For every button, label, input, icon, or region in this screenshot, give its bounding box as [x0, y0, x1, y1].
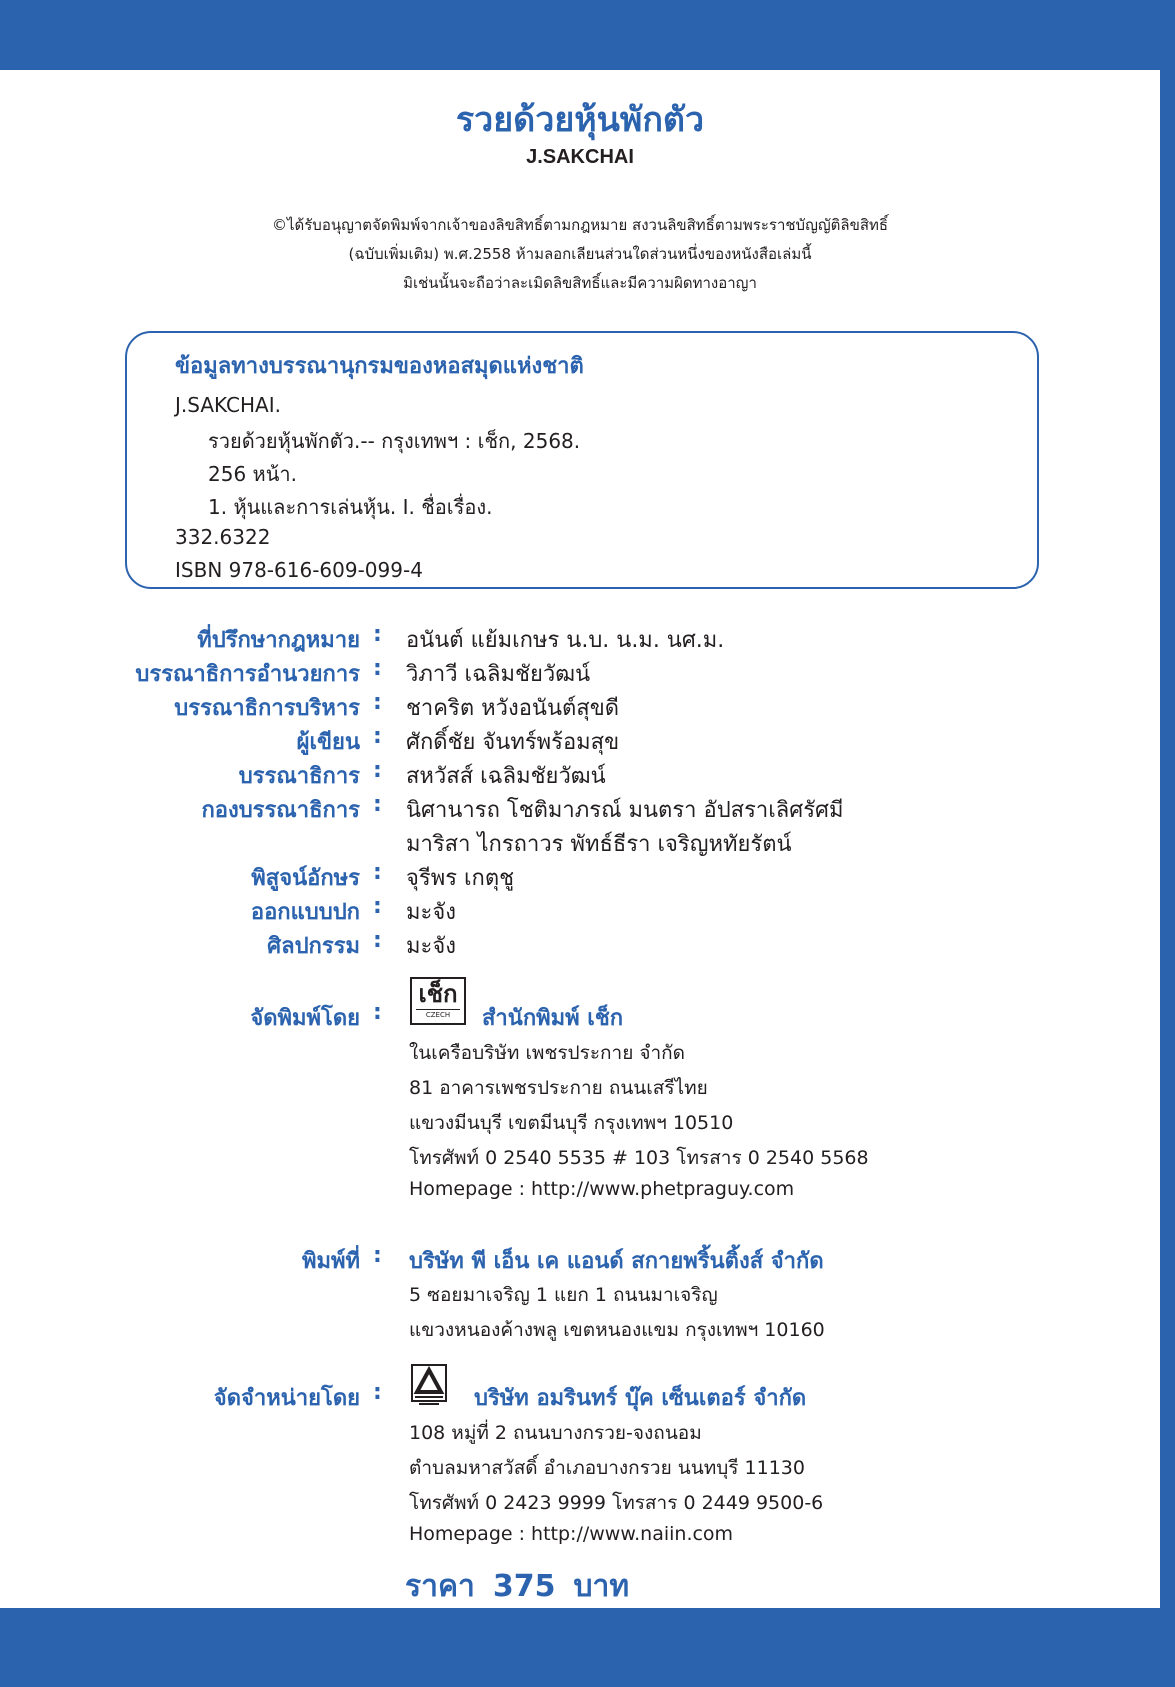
price-amount: 375: [492, 1569, 556, 1604]
price: [405, 1563, 647, 1610]
distributor-line: ตำบลมหาสวัสดิ์ อำเภอบางกรวย นนทบุรี 11130: [409, 1457, 805, 1479]
czech-logo-text: เช็ก: [418, 980, 458, 1008]
top-color-band: [0, 0, 1175, 70]
czech-logo: [410, 977, 466, 1025]
price-unit: บาท: [573, 1569, 630, 1604]
credit-row: [0, 894, 1160, 928]
right-color-band: [1160, 0, 1175, 1687]
distributor-label: จัดจำหน่ายโดย: [213, 1386, 360, 1411]
credit-row: [0, 860, 1160, 894]
distributor-name: บริษัท อมรินทร์ บุ๊ค เซ็นเตอร์ จำกัด: [474, 1386, 807, 1411]
cip-line: 332.6322: [175, 525, 271, 549]
credit-row: [0, 656, 1160, 690]
credit-colon: :: [373, 792, 382, 817]
distributor-line: 108 หมู่ที่ 2 ถนนบางกรวย-จงถนอม: [409, 1422, 702, 1444]
credit-row-continued: [0, 826, 1160, 860]
copyright-notice: [0, 211, 1160, 298]
credit-colon: :: [373, 656, 382, 681]
credit-row: [0, 690, 1160, 724]
credit-colon: :: [373, 928, 382, 953]
cip-line: 256 หน้า.: [208, 462, 297, 486]
publisher-homepage: Homepage : http://www.phetpraguy.com: [409, 1178, 795, 1200]
distributor-homepage: Homepage : http://www.naiin.com: [409, 1523, 734, 1545]
naiin-logo-icon: [411, 1364, 447, 1406]
credit-label: พิสูจน์อักษร: [251, 866, 360, 891]
cip-heading: ข้อมูลทางบรรณานุกรมของหอสมุดแห่งชาติ: [175, 354, 584, 379]
publisher-line: โทรศัพท์ 0 2540 5535 # 103 โทรสาร 0 2540 5568: [409, 1147, 869, 1169]
credit-value: ชาคริต หวังอนันต์สุขดี: [406, 696, 620, 721]
credit-value: มาริสา ไกรถาวร พัทธ์ธีรา เจริญหทัยรัตน์: [406, 832, 792, 857]
credit-label: ศิลปกรรม: [267, 934, 360, 959]
printer-label: พิมพ์ที่: [301, 1249, 360, 1274]
credit-row: [0, 622, 1160, 656]
publisher-line: ในเครือบริษัท เพชรประกาย จำกัด: [409, 1042, 686, 1064]
publisher-colon: :: [373, 1000, 382, 1025]
printer-name: บริษัท พี เอ็น เค แอนด์ สกายพริ้นติ้งส์ จำกัด: [409, 1249, 824, 1274]
credit-colon: :: [373, 724, 382, 749]
publisher-name: สำนักพิมพ์ เช็ก: [482, 1006, 624, 1031]
credit-row: [0, 792, 1160, 826]
cip-line: 1. หุ้นและการเล่นหุ้น. I. ชื่อเรื่อง.: [208, 495, 493, 519]
credit-label: บรรณาธิการบริหาร: [174, 696, 360, 721]
distributor-colon: :: [373, 1380, 382, 1405]
credit-label: ออกแบบปก: [250, 900, 360, 925]
credit-label: บรรณาธิการอำนวยการ: [135, 662, 360, 687]
credit-value: อนันต์ แย้มเกษร น.บ. น.ม. นศ.ม.: [406, 628, 725, 653]
distributor-line: โทรศัพท์ 0 2423 9999 โทรสาร 0 2449 9500-6: [409, 1492, 824, 1514]
credit-value: จุรีพร เกตุชู: [406, 866, 515, 891]
credit-value: นิศานารถ โชติมาภรณ์ มนตรา อัปสราเลิศรัศมี: [406, 798, 844, 823]
credit-row: [0, 724, 1160, 758]
credit-label: บรรณาธิการ: [238, 764, 360, 789]
cip-line: J.SAKCHAI.: [175, 393, 281, 417]
credit-label: ผู้เขียน: [296, 730, 360, 755]
copyright-line: ©ได้รับอนุญาตจัดพิมพ์จากเจ้าของลิขสิทธิ์ตามกฎหมาย สงวนลิขสิทธิ์ตามพระราชบัญญัติลิขสิทธิ์: [271, 216, 889, 234]
credit-row: [0, 928, 1160, 962]
price-label: ราคา: [405, 1569, 475, 1604]
credit-row: [0, 758, 1160, 792]
credit-value: ศักดิ์ชัย จันทร์พร้อมสุข: [406, 730, 620, 755]
credit-label: ที่ปรึกษากฎหมาย: [197, 628, 360, 653]
credit-colon: :: [373, 758, 382, 783]
credit-value: มะจัง: [406, 934, 456, 959]
credit-colon: :: [373, 894, 382, 919]
bottom-color-band: [0, 1608, 1175, 1687]
credit-colon: :: [373, 622, 382, 647]
printer-line: แขวงหนองค้างพลู เขตหนองแขม กรุงเทพฯ 10160: [409, 1319, 825, 1341]
printer-line: 5 ซอยมาเจริญ 1 แยก 1 ถนนมาเจริญ: [409, 1284, 718, 1306]
credit-label: กองบรรณาธิการ: [201, 798, 360, 823]
credit-colon: :: [373, 860, 382, 885]
book-author: J.SAKCHAI: [526, 146, 634, 168]
credit-value: สหวัสส์ เฉลิมชัยวัฒน์: [406, 764, 606, 789]
book-title: รวยด้วยหุ้นพักตัว: [455, 100, 705, 140]
credit-value: มะจัง: [406, 900, 456, 925]
publisher-line: 81 อาคารเพชรประกาย ถนนเสรีไทย: [409, 1077, 708, 1099]
czech-logo-subtext: CZECH: [416, 1009, 460, 1020]
cip-line: รวยด้วยหุ้นพักตัว.-- กรุงเทพฯ : เช็ก, 2568.: [208, 429, 581, 453]
credit-value: วิภาวี เฉลิมชัยวัฒน์: [406, 662, 591, 687]
cip-isbn: ISBN 978-616-609-099-4: [175, 558, 423, 582]
copyright-line: (ฉบับเพิ่มเติม) พ.ศ.2558 ห้ามลอกเลียนส่วนใดส่วนหนึ่งของหนังสือเล่มนี้: [348, 245, 812, 263]
copyright-line: มิเช่นนั้นจะถือว่าละเมิดลิขสิทธิ์และมีความผิดทางอาญา: [403, 274, 757, 292]
publisher-line: แขวงมีนบุรี เขตมีนบุรี กรุงเทพฯ 10510: [409, 1112, 734, 1134]
publisher-label: จัดพิมพ์โดย: [250, 1006, 360, 1031]
printer-colon: :: [373, 1243, 382, 1268]
credit-colon: :: [373, 690, 382, 715]
